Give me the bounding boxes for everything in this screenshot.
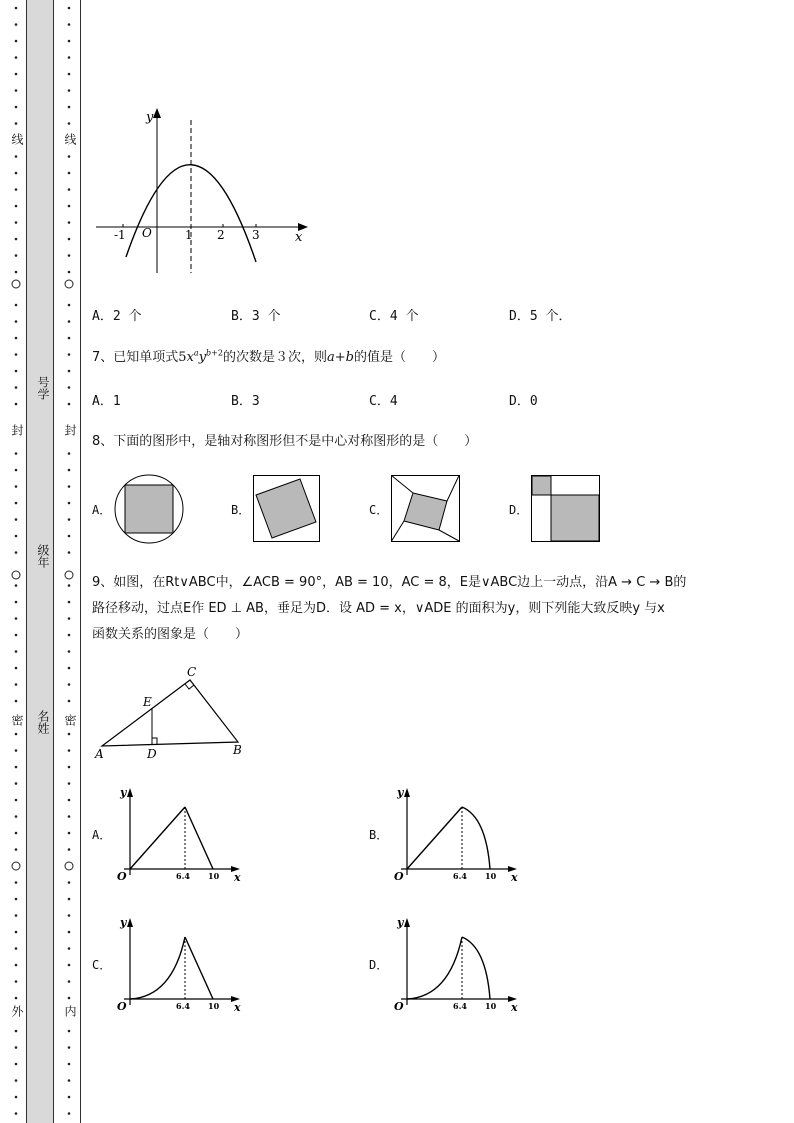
binding-dot bbox=[68, 733, 71, 736]
q8-figure-c bbox=[391, 475, 461, 543]
binding-dot bbox=[68, 271, 71, 274]
binding-dot bbox=[15, 205, 18, 208]
origin-label: O bbox=[394, 870, 404, 883]
large-square bbox=[551, 495, 599, 541]
peak-tick-label: 6.4 bbox=[176, 871, 190, 881]
binding-dot bbox=[15, 370, 18, 373]
falling-segment bbox=[185, 807, 213, 869]
binding-dot bbox=[68, 617, 71, 620]
q7-option-c: C．4 bbox=[369, 394, 398, 409]
binding-dot bbox=[15, 782, 18, 785]
binding-dot bbox=[68, 518, 71, 521]
binding-dot bbox=[15, 320, 18, 323]
binding-dot bbox=[68, 947, 71, 950]
binding-dot bbox=[68, 551, 71, 554]
vertex-a: A bbox=[95, 747, 104, 761]
binding-dot bbox=[68, 914, 71, 917]
end-tick-label: 10 bbox=[485, 1001, 497, 1011]
binding-dot bbox=[68, 469, 71, 472]
binding-dot bbox=[15, 122, 18, 125]
outer-mark-wai: 外 bbox=[10, 1005, 24, 1017]
binding-dot bbox=[68, 1046, 71, 1049]
binding-circle-icon bbox=[65, 862, 73, 870]
binding-dot bbox=[68, 700, 71, 703]
binding-dot bbox=[15, 238, 18, 241]
q8-figure-d bbox=[531, 475, 601, 543]
binding-dot bbox=[68, 188, 71, 191]
binding-dot bbox=[15, 964, 18, 967]
y-axis-arrow-icon bbox=[127, 918, 133, 927]
rising-segment bbox=[130, 937, 185, 999]
binding-dot bbox=[68, 40, 71, 43]
x-label: x bbox=[295, 230, 303, 245]
binding-dot bbox=[15, 535, 18, 538]
origin-label: O bbox=[117, 1000, 127, 1013]
q6-option-b: B．3 个 bbox=[231, 309, 281, 324]
binding-dot bbox=[15, 304, 18, 307]
end-tick-label: 10 bbox=[208, 1001, 220, 1011]
field-name: 名姓 bbox=[36, 710, 50, 734]
binding-dot bbox=[68, 254, 71, 257]
binding-dot bbox=[68, 749, 71, 752]
q7-option-b: B．3 bbox=[231, 394, 260, 409]
q6-parabola-graph bbox=[90, 100, 320, 280]
q8-label-a: A． bbox=[92, 503, 112, 517]
q6-option-c: C．4 个 bbox=[369, 309, 419, 324]
point-e: E bbox=[143, 695, 152, 709]
binding-dot bbox=[68, 370, 71, 373]
binding-dot bbox=[15, 89, 18, 92]
falling-segment bbox=[462, 807, 490, 869]
binding-dot bbox=[15, 1079, 18, 1082]
right-angle-c bbox=[185, 684, 194, 689]
q7-mid: 的次数是３次，则 bbox=[222, 350, 327, 365]
binding-dot bbox=[68, 353, 71, 356]
binding-dot bbox=[15, 1063, 18, 1066]
binding-dot bbox=[15, 650, 18, 653]
q9-graph-c bbox=[112, 910, 252, 1015]
binding-dot bbox=[68, 881, 71, 884]
pinwheel-line-3 bbox=[439, 530, 459, 541]
rising-segment bbox=[407, 807, 462, 869]
binding-dot bbox=[68, 172, 71, 175]
inscribed-square bbox=[125, 485, 173, 533]
binding-dot bbox=[68, 799, 71, 802]
binding-circle-icon bbox=[12, 280, 20, 288]
binding-dot bbox=[68, 782, 71, 785]
x-label: x bbox=[234, 871, 241, 884]
binding-dot bbox=[15, 1096, 18, 1099]
binding-dot bbox=[15, 172, 18, 175]
q8-stem: 8、下面的图形中，是轴对称图形但不是中心对称图形的是（ ） bbox=[92, 434, 478, 449]
binding-dot bbox=[15, 667, 18, 670]
triangle-abc bbox=[102, 680, 238, 746]
peak-tick-label: 6.4 bbox=[453, 871, 467, 881]
binding-dot bbox=[15, 254, 18, 257]
y-axis-arrow-icon bbox=[404, 788, 410, 797]
x-label: x bbox=[511, 871, 518, 884]
binding-dot bbox=[68, 304, 71, 307]
binding-dot bbox=[15, 221, 18, 224]
q6-option-d: D．5 个． bbox=[509, 309, 572, 324]
binding-circle-icon bbox=[65, 571, 73, 579]
binding-circle-icon bbox=[12, 571, 20, 579]
inner-square bbox=[404, 493, 447, 530]
q9-stem-line1: 9、如图，在Rt∨ABC中，∠ACB = 90°，AB = 10，AC = 8，E是∨ABC边上一动点，沿A → C → B的 bbox=[92, 575, 687, 590]
binding-dot bbox=[15, 485, 18, 488]
pinwheel-line-4 bbox=[392, 521, 405, 541]
y-label: y bbox=[120, 916, 127, 929]
binding-dot bbox=[15, 551, 18, 554]
binding-dot bbox=[15, 815, 18, 818]
binding-dot bbox=[68, 650, 71, 653]
small-square bbox=[532, 476, 551, 495]
y-axis-arrow-icon bbox=[404, 918, 410, 927]
binding-circle-icon bbox=[12, 862, 20, 870]
q7-pre: 7、已知单项式 bbox=[92, 350, 179, 365]
origin-label: O bbox=[117, 870, 127, 883]
field-grade: 级年 bbox=[36, 544, 50, 568]
binding-dot bbox=[68, 584, 71, 587]
binding-dot bbox=[68, 452, 71, 455]
binding-dot bbox=[68, 238, 71, 241]
binding-dot bbox=[68, 7, 71, 10]
binding-dot bbox=[15, 832, 18, 835]
binding-dot bbox=[68, 931, 71, 934]
q7-ab: a+b bbox=[326, 350, 354, 365]
y-label: y bbox=[146, 110, 154, 125]
falling-segment bbox=[185, 937, 213, 999]
binding-dot bbox=[68, 1112, 71, 1115]
binding-dot bbox=[68, 1063, 71, 1066]
field-student-number: 号学 bbox=[36, 376, 50, 400]
binding-dot bbox=[68, 898, 71, 901]
outer-mark-mi: 密 bbox=[10, 714, 24, 726]
binding-dot bbox=[68, 832, 71, 835]
binding-dot bbox=[15, 997, 18, 1000]
y-label: y bbox=[120, 786, 127, 799]
binding-dot bbox=[15, 386, 18, 389]
binding-dot bbox=[15, 584, 18, 587]
binding-circle-icon bbox=[65, 280, 73, 288]
binding-dot bbox=[15, 1046, 18, 1049]
binding-dot bbox=[15, 898, 18, 901]
binding-dot bbox=[15, 73, 18, 76]
q9-label-b: B． bbox=[369, 828, 389, 842]
inner-mark-xian: 线 bbox=[63, 133, 77, 145]
end-tick-label: 10 bbox=[208, 871, 220, 881]
q7-stem bbox=[92, 346, 445, 365]
binding-dot bbox=[15, 601, 18, 604]
binding-dot bbox=[68, 221, 71, 224]
binding-line bbox=[80, 0, 81, 1123]
binding-dot bbox=[15, 7, 18, 10]
binding-dot bbox=[68, 964, 71, 967]
tick-label-3: 3 bbox=[252, 228, 260, 242]
q9-stem-line3: 函数关系的图象是（ ） bbox=[92, 627, 249, 642]
q9-label-c: C． bbox=[92, 958, 112, 972]
rotated-square bbox=[256, 479, 316, 538]
binding-dot bbox=[15, 749, 18, 752]
y-axis-arrow-icon bbox=[127, 788, 133, 797]
x-label: x bbox=[511, 1001, 518, 1014]
binding-dot bbox=[15, 56, 18, 59]
binding-dot bbox=[68, 320, 71, 323]
binding-dot bbox=[68, 73, 71, 76]
tick-label-1: 1 bbox=[185, 228, 193, 242]
outer-mark-feng: 封 bbox=[10, 424, 24, 436]
binding-dot bbox=[68, 205, 71, 208]
binding-dot bbox=[15, 518, 18, 521]
binding-dot bbox=[15, 106, 18, 109]
binding-dot bbox=[68, 337, 71, 340]
y-label: y bbox=[397, 916, 404, 929]
q8-figure-a bbox=[114, 474, 184, 544]
binding-dot bbox=[15, 155, 18, 158]
binding-dot bbox=[68, 1096, 71, 1099]
q9-label-a: A． bbox=[92, 828, 112, 842]
binding-dot bbox=[68, 848, 71, 851]
y-axis-arrow-icon bbox=[153, 108, 161, 118]
binding-margin bbox=[0, 0, 82, 1123]
peak-tick-label: 6.4 bbox=[453, 1001, 467, 1011]
vertex-c: C bbox=[187, 665, 197, 679]
q8-label-c: C． bbox=[369, 503, 389, 517]
tick-label-m1: -1 bbox=[114, 228, 126, 242]
binding-dot bbox=[15, 799, 18, 802]
q9-graph-d bbox=[389, 910, 529, 1015]
binding-dot bbox=[15, 452, 18, 455]
binding-dot bbox=[68, 502, 71, 505]
binding-dot bbox=[68, 485, 71, 488]
q9-triangle-figure bbox=[92, 662, 252, 762]
binding-dot bbox=[68, 815, 71, 818]
binding-dot bbox=[15, 1030, 18, 1033]
q9-stem-line2: 路径移动，过点E作 ED ⊥ AB，垂足为D．设 AD = x，∨ADE 的面积为y，则下列能大致反映y 与x bbox=[92, 601, 665, 616]
binding-dot bbox=[68, 667, 71, 670]
binding-dot bbox=[68, 23, 71, 26]
rising-segment bbox=[407, 937, 462, 999]
binding-dot bbox=[15, 1112, 18, 1115]
falling-segment bbox=[462, 937, 490, 999]
binding-dot bbox=[68, 601, 71, 604]
binding-dot bbox=[68, 122, 71, 125]
pinwheel-line-1 bbox=[392, 476, 414, 494]
q8-figure-b bbox=[253, 475, 321, 543]
binding-dot bbox=[15, 469, 18, 472]
binding-dot bbox=[15, 337, 18, 340]
binding-dot bbox=[15, 700, 18, 703]
q6-option-a: A．2 个 bbox=[92, 309, 142, 324]
binding-dot bbox=[15, 40, 18, 43]
pinwheel-line-2 bbox=[447, 476, 459, 502]
binding-dot bbox=[15, 848, 18, 851]
inner-mark-nei: 内 bbox=[63, 1005, 77, 1017]
binding-dot bbox=[15, 683, 18, 686]
q9-label-d: D． bbox=[369, 958, 389, 972]
binding-dot bbox=[68, 1030, 71, 1033]
binding-dot bbox=[15, 947, 18, 950]
binding-dot bbox=[68, 766, 71, 769]
q7-post: 的值是（ ） bbox=[353, 350, 445, 365]
point-d: D bbox=[147, 747, 157, 761]
binding-dot bbox=[68, 535, 71, 538]
binding-dot bbox=[15, 914, 18, 917]
binding-dot bbox=[15, 23, 18, 26]
binding-dot bbox=[68, 980, 71, 983]
binding-dot bbox=[15, 502, 18, 505]
binding-dot bbox=[68, 155, 71, 158]
binding-dot bbox=[15, 188, 18, 191]
origin-label: O bbox=[142, 226, 152, 240]
binding-dot bbox=[15, 931, 18, 934]
binding-dot bbox=[68, 683, 71, 686]
binding-dot bbox=[15, 271, 18, 274]
binding-dot bbox=[15, 733, 18, 736]
binding-dot bbox=[68, 386, 71, 389]
q7-option-a: A．1 bbox=[92, 394, 121, 409]
q9-graph-a bbox=[112, 780, 252, 885]
vertex-b: B bbox=[233, 743, 242, 757]
x-label: x bbox=[234, 1001, 241, 1014]
inner-mark-feng: 封 bbox=[63, 424, 77, 436]
q8-label-d: D． bbox=[509, 503, 529, 517]
rising-segment bbox=[130, 807, 185, 869]
right-angle-d bbox=[152, 738, 157, 744]
binding-dot bbox=[68, 56, 71, 59]
q9-graph-b bbox=[389, 780, 529, 885]
binding-dot bbox=[15, 980, 18, 983]
binding-dot bbox=[15, 617, 18, 620]
binding-dot bbox=[15, 881, 18, 884]
binding-dot bbox=[68, 997, 71, 1000]
binding-dot bbox=[68, 634, 71, 637]
q7-monomial: $5x^ay^{b+2}$ bbox=[178, 348, 223, 365]
binding-dot bbox=[68, 89, 71, 92]
binding-dot bbox=[15, 353, 18, 356]
binding-dot bbox=[68, 106, 71, 109]
y-label: y bbox=[397, 786, 404, 799]
end-tick-label: 10 bbox=[485, 871, 497, 881]
binding-dot bbox=[15, 403, 18, 406]
outer-mark-xian: 线 bbox=[10, 133, 24, 145]
binding-dot bbox=[15, 766, 18, 769]
binding-dot bbox=[15, 634, 18, 637]
q7-option-d: D．0 bbox=[509, 394, 538, 409]
q8-label-b: B． bbox=[231, 503, 251, 517]
tick-label-2: 2 bbox=[217, 228, 225, 242]
peak-tick-label: 6.4 bbox=[176, 1001, 190, 1011]
inner-mark-mi: 密 bbox=[63, 714, 77, 726]
origin-label: O bbox=[394, 1000, 404, 1013]
binding-dot bbox=[68, 1079, 71, 1082]
binding-dot bbox=[68, 403, 71, 406]
